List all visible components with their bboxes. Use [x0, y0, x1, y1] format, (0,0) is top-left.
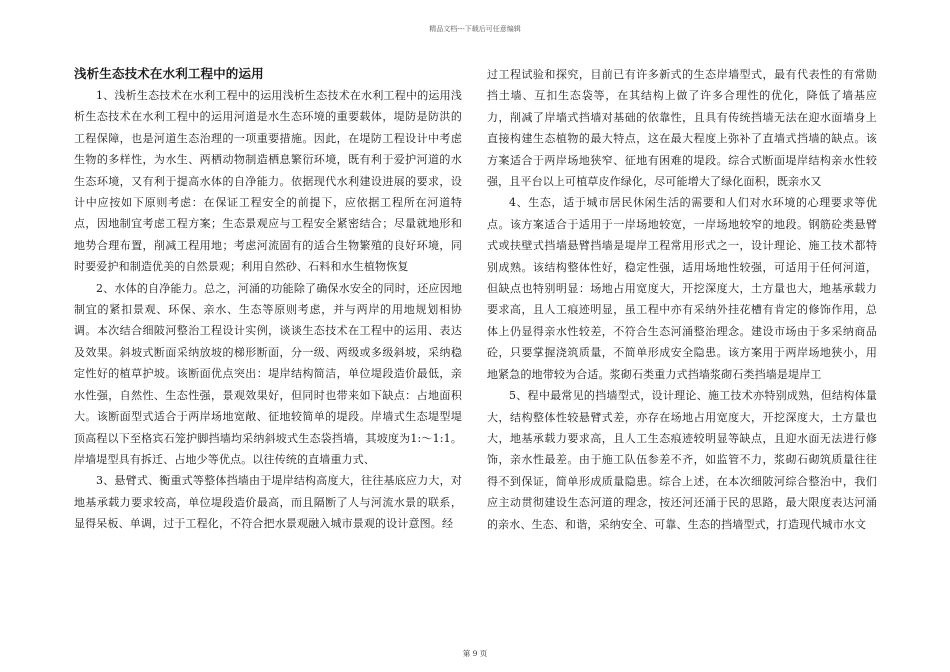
left-column [74, 63, 462, 535]
article-title: 浅析生态技术在水利工程中的运用 [74, 66, 264, 81]
right-column [487, 64, 877, 535]
paragraph-2: 2、水体的自净能力。总之，河涌的功能除了确保水安全的同时，还应因地制宜的紧扣景观、环保、亲水、生态等原则考虑，并与两岸的用地规划相协调。本次结合细陂河整治工程设计实例，谈谈生态技术在工程中的运用、表达及效果。斜坡式断面采纳放坡的梯形断面，分一级、两级或多级斜坡，采纳稳定性好的植草护坡。该断面优点突出：堤岸结构简洁，单位堤段造价最低，亲水性强，自然性、生态性强，景观效果好，但同时也带来如下缺点：占地面积大。该断面型式适合于两岸场地宽敞、征地较简单的堤段。岸墙式生态堤型堤顶高程以下至格宾石笼护脚挡墙均采纳斜坡式生态袋挡墙，其坡度为1:～1:1。岸墙堤型具有拆迁、占地少等优点。以往传统的直墙重力式、 [74, 281, 462, 466]
paragraph-3-continued: 过工程试验和探究，目前已有许多新式的生态岸墙型式，最有代表性的有常勋挡土墙、互扣生态袋等，在其结构上做了许多合理性的优化，降低了墙基应力，削减了岸墙式挡墙对基础的依靠性，且具有传统挡墙无法在迎水面墙身上直接构建生态植物的最大特点，这在最大程度上弥补了直墙式挡墙的缺点。该方案适合于两岸场地狭窄、征地有困难的堤段。综合式断面堤岸结构亲水性较强，且平台以上可植草皮作绿化，尽可能增大了绿化面积，既亲水又 [487, 68, 877, 189]
page-number: 第 9 页 [462, 649, 488, 658]
paragraph-4: 4、生态，适于城市居民休闲生活的需要和人们对水环境的心理要求等优点。该方案适合于适用于一岸场地较宽，一岸场地较窄的地段。钢筋砼类悬臂式或扶壁式挡墙悬臂挡墙是堤岸工程常用形式之一，设计理论、施工技术都特别成熟。该结构整体性好，稳定性强，适用场地性较强，可适用于任何河道，但缺点也特别明显：场地占用宽度大，开挖深度大，土方量也大，地基承载力要求高，且人工痕迹明显，虽工程中亦有采纳外挂花槽有肯定的修饰作用，总体上仍显得亲水性较差，不符合生态河涌整治理念。建设市场由于多采纳商品砼，只要掌握浇筑质量，不简单形成安全隐患。该方案用于两岸场地狭小，用地紧急的地带较为合适。浆砌石类重力式挡墙浆砌石类挡墙是堤岸工 [487, 196, 877, 381]
paragraph-5: 5、程中最常见的挡墙型式，设计理论、施工技术亦特别成熟，但结构体量大，结构整体性较悬臂式差，亦存在场地占用宽度大，开挖深度大，土方量也大，地基承载力要求高，且人工生态痕迹较明显等缺点，且迎水面无法进行修饰，亲水性最差。由于施工队伍参差不齐，如监管不力，浆砌石砌筑质量往往得不到保证，简单形成质量隐患。综合上述，在本次细陂河综合整治中，我们应主动贯彻建设生态河道的理念，按还河还涌于民的思路，最大限度表达河涌的亲水、生态、和谐，采纳安全、可靠、生态的挡墙型式，打造现代城市水文 [487, 389, 877, 531]
paragraph-3: 3、悬臂式、衡重式等整体挡墙由于堤岸结构高度大，往往基底应力大，对地基承载力要求较高，单位堤段造价最高，而且隔断了人与河流水景的联系，显得呆板、单调，过于工程化，不符合把水景观融入城市景观的设计意图。经 [74, 474, 462, 531]
paragraph-1: 1、浅析生态技术在水利工程中的运用浅析生态技术在水利工程中的运用浅析生态技术在水利工程中的运用河道是水生态环境的重要载体，堤防是防洪的工程保障，也是河道生态治理的一项重要措施。因此，在堤防工程设计中考虑生物的多样性，为水生、两栖动物制造栖息繁衍环境，既有利于爱护河道的水生态环境，又有利于提高水体的自净能力。依据现代水利建设进展的要求，设计中应按如下原则考虑：在保证工程安全的前提下，应依据工程所在河道特点，因地制宜考虑工程方案；生态景观应与工程安全紧密结合；尽量就地形和地势合理布置，削减工程用地；考虑河流固有的适合生物繁殖的良好环境，同时要爱护和制造优美的自然景观；利用自然砂、石料和水生植物恢复 [74, 89, 462, 274]
page-header: 精品文档---下载后可任意编辑 [429, 25, 521, 33]
